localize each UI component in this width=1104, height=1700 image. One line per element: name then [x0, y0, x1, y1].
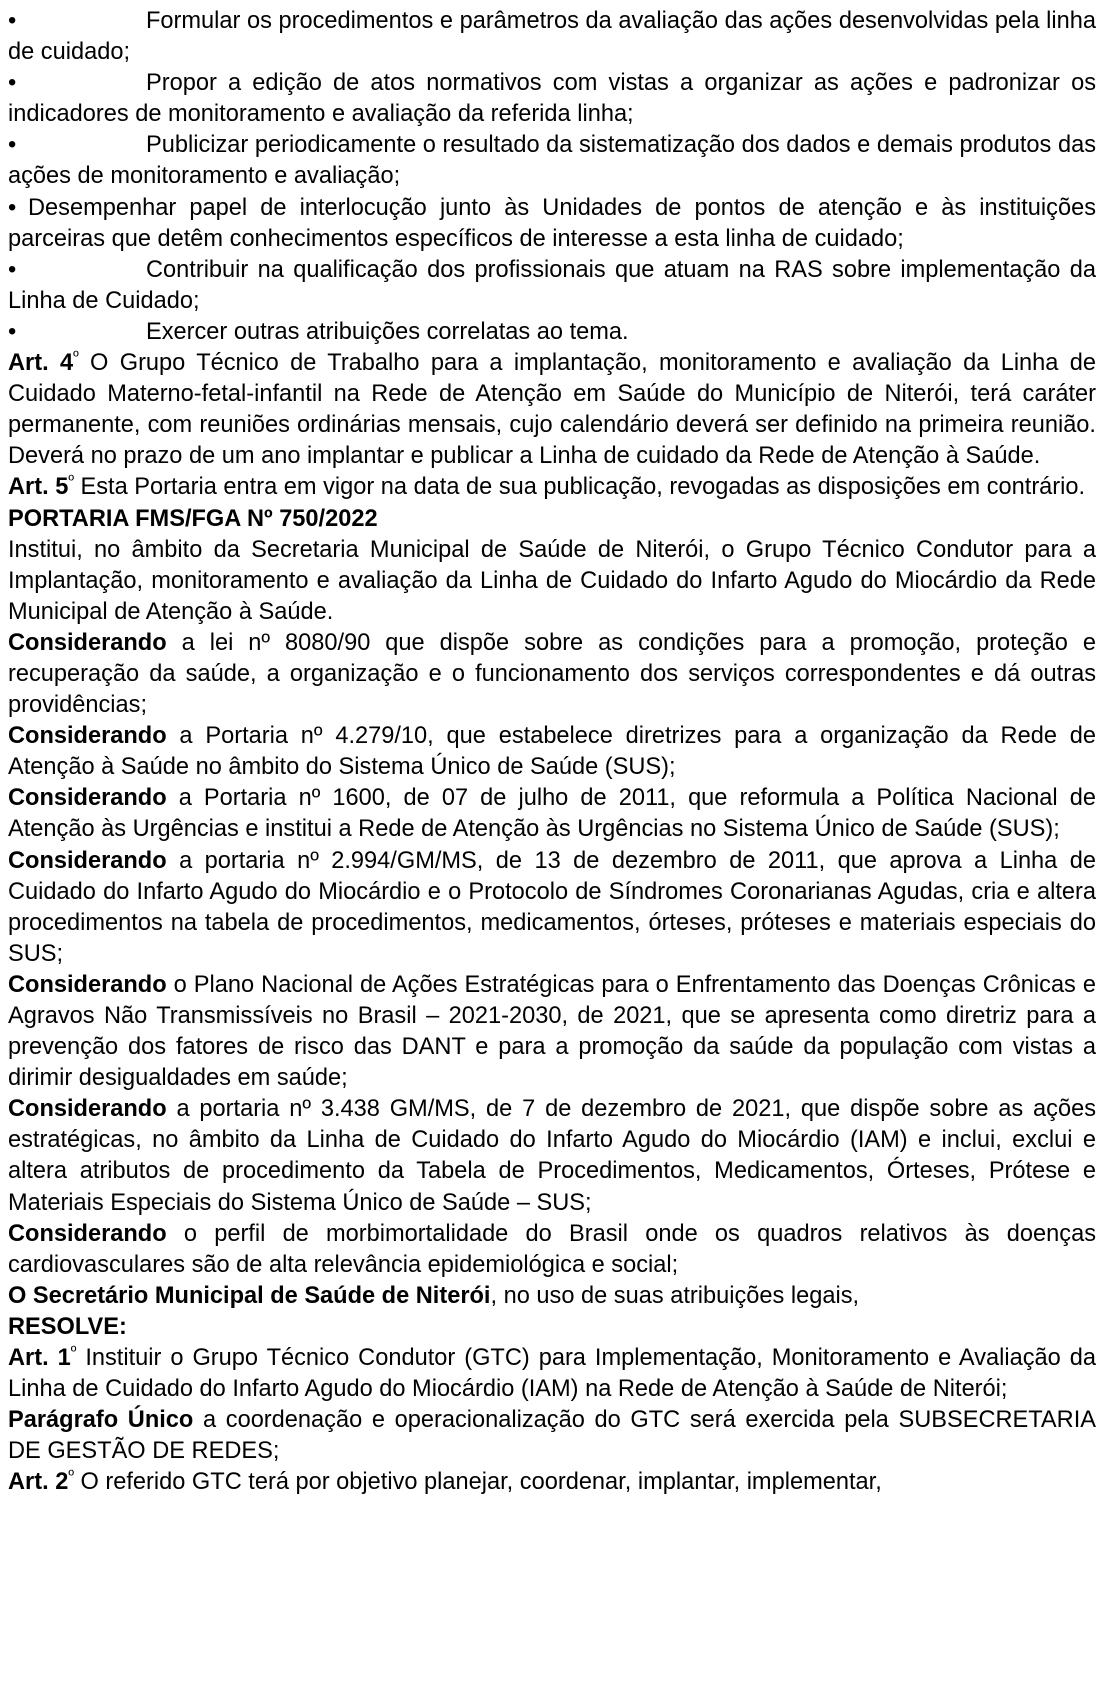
- considerando-label: Considerando: [8, 723, 167, 750]
- considerando-3: [8, 783, 1096, 845]
- bullet-item-5: [8, 255, 1096, 317]
- article-1: [8, 1343, 1096, 1405]
- secretario-text: , no uso de suas atribuições legais,: [490, 1282, 860, 1309]
- ementa: Institui, no âmbito da Secretaria Municipal de Saúde de Niterói, o Grupo Técnico Condutor para a Implantação, monitoramento e avaliação da Linha de Cuidado do Infarto Agudo do Miocárdio da Rede Municipal de Atenção à Saúde.: [8, 536, 1096, 625]
- considerando-1: [8, 628, 1096, 721]
- paragrafo-text: a coordenação e operacionalização do GTC será exercida pela SUBSECRETARIA DE GESTÃO DE REDES;: [8, 1407, 1096, 1465]
- bullet-text: Publicizar periodicamente o resultado da sistematização dos dados e demais produtos das ações de monitoramento e avaliação;: [8, 132, 1096, 190]
- secretario-label: O Secretário Municipal de Saúde de Niterói: [8, 1282, 491, 1309]
- article-5: [8, 472, 1096, 503]
- article-5-label: Art. 5: [8, 474, 69, 501]
- considerando-label: Considerando: [8, 971, 167, 998]
- article-4-text: O Grupo Técnico de Trabalho para a implantação, monitoramento e avaliação da Linha de Cuidado Materno-fetal-infantil na Rede de Atenção em Saúde do Município de Niterói, terá caráter permanente, com reuniões ordinárias mensais, cujo calendário deverá ser definido na primeira reunião. Deverá no prazo de um ano implantar e publicar a Linha de cuidado da Rede de Atenção à Saúde.: [8, 350, 1096, 470]
- considerando-7: [8, 1219, 1096, 1281]
- paragrafo-unico: [8, 1405, 1096, 1467]
- considerando-label: Considerando: [8, 1220, 167, 1247]
- considerando-label: Considerando: [8, 629, 167, 656]
- considerando-text: o perfil de morbimortalidade do Brasil onde os quadros relativos às doenças cardiovasculares são de alta relevância epidemiológica e social;: [8, 1220, 1096, 1278]
- bullet-icon: •: [8, 8, 17, 34]
- article-1-label: Art. 1: [8, 1345, 71, 1372]
- article-1-text: Instituir o Grupo Técnico Condutor (GTC) para Implementação, Monitoramento e Avaliação da Linha de Cuidado do Infarto Agudo do Miocárdio (IAM) na Rede de Atenção à Saúde de Niterói;: [8, 1345, 1096, 1403]
- bullet-text: Formular os procedimentos e parâmetros da avaliação das ações desenvolvidas pela linha de cuidado;: [8, 8, 1096, 66]
- paragrafo-label: Parágrafo Único: [8, 1407, 194, 1434]
- bullet-item-3: [8, 130, 1096, 192]
- bullet-icon: •: [8, 132, 17, 159]
- bullet-icon: •: [8, 194, 17, 221]
- bullet-text: Exercer outras atribuições correlatas ao tema.: [146, 318, 629, 345]
- considerando-text: a Portaria nº 4.279/10, que estabelece diretrizes para a organização da Rede de Atenção à Saúde no âmbito do Sistema Único de Saúde (SUS);: [8, 723, 1096, 781]
- considerando-text: a portaria nº 3.438 GM/MS, de 7 de dezembro de 2021, que dispõe sobre as ações estratégicas, no âmbito da Linha de Cuidado do Infarto Agudo do Miocárdio (IAM) e inclui, exclui e altera atributos de procedimento da Tabela de Procedimentos, Medicamentos, Órteses, Prótese e Materiais Especiais do Sistema Único de Saúde – SUS;: [8, 1096, 1096, 1216]
- considerando-5: [8, 970, 1096, 1094]
- considerando-text: o Plano Nacional de Ações Estratégicas para o Enfrentamento das Doenças Crônicas e Agravos Não Transmissíveis no Brasil – 2021-2030, de 2021, que se apresenta como diretriz para a prevenção dos fatores de risco das DANT e para a promoção da saúde da população com vistas a dirimir desigualdades em saúde;: [8, 971, 1096, 1092]
- bullet-text: Propor a edição de atos normativos com vistas a organizar as ações e padronizar os indicadores de monitoramento e avaliação da referida linha;: [8, 70, 1096, 128]
- document-page: [8, 6, 1096, 1499]
- bullet-text: Contribuir na qualificação dos profissionais que atuam na RAS sobre implementação da Linha de Cuidado;: [8, 256, 1096, 314]
- ordinal-mark: º: [73, 348, 79, 366]
- resolve-heading: RESOLVE:: [8, 1313, 127, 1340]
- considerando-2: [8, 721, 1096, 783]
- bullet-item-2: [8, 68, 1096, 130]
- bullet-item-1: [8, 6, 1096, 68]
- article-2-text: O referido GTC terá por objetivo planejar, coordenar, implantar, implementar,: [73, 1469, 882, 1496]
- considerando-text: a portaria nº 2.994/GM/MS, de 13 de dezembro de 2011, que aprova a Linha de Cuidado do Infarto Agudo do Miocárdio e o Protocolo de Síndromes Coronarianas Agudas, cria e altera procedimentos na tabela de procedimentos, medicamentos, órteses, próteses e materiais especiais do SUS;: [8, 847, 1096, 967]
- bullet-item-6: [8, 317, 1096, 348]
- bullet-item-4: [8, 193, 1096, 255]
- portaria-title: PORTARIA FMS/FGA Nº 750/2022: [8, 505, 378, 532]
- bullet-icon: •: [8, 256, 17, 283]
- article-4-label: Art. 4: [8, 350, 74, 377]
- article-4: [8, 348, 1096, 472]
- secretario-clause: [8, 1281, 1096, 1312]
- considerando-label: Considerando: [8, 847, 167, 874]
- ordinal-mark: º: [70, 1343, 77, 1361]
- article-5-text: Esta Portaria entra em vigor na data de sua publicação, revogadas as disposições em contrário.: [73, 474, 1086, 501]
- considerando-text: a Portaria nº 1600, de 07 de julho de 2011, que reformula a Política Nacional de Atenção às Urgências e institui a Rede de Atenção às Urgências no Sistema Único de Saúde (SUS);: [8, 785, 1096, 843]
- ordinal-mark: º: [68, 472, 74, 490]
- considerando-label: Considerando: [8, 1096, 167, 1123]
- bullet-icon: •: [8, 318, 17, 345]
- considerando-4: [8, 846, 1096, 970]
- bullet-text: Desempenhar papel de interlocução junto às Unidades de pontos de atenção e às instituições parceiras que detêm conhecimentos específicos de interesse a esta linha de cuidado;: [8, 194, 1096, 252]
- considerando-6: [8, 1094, 1096, 1218]
- ordinal-mark: º: [68, 1467, 74, 1485]
- bullet-icon: •: [8, 70, 17, 97]
- considerando-text: a lei nº 8080/90 que dispõe sobre as condições para a promoção, proteção e recuperação da saúde, a organização e o funcionamento dos serviços correspondentes e dá outras providências;: [8, 629, 1096, 719]
- considerando-label: Considerando: [8, 785, 167, 812]
- article-2: [8, 1467, 1096, 1498]
- article-2-label: Art. 2: [8, 1469, 69, 1496]
